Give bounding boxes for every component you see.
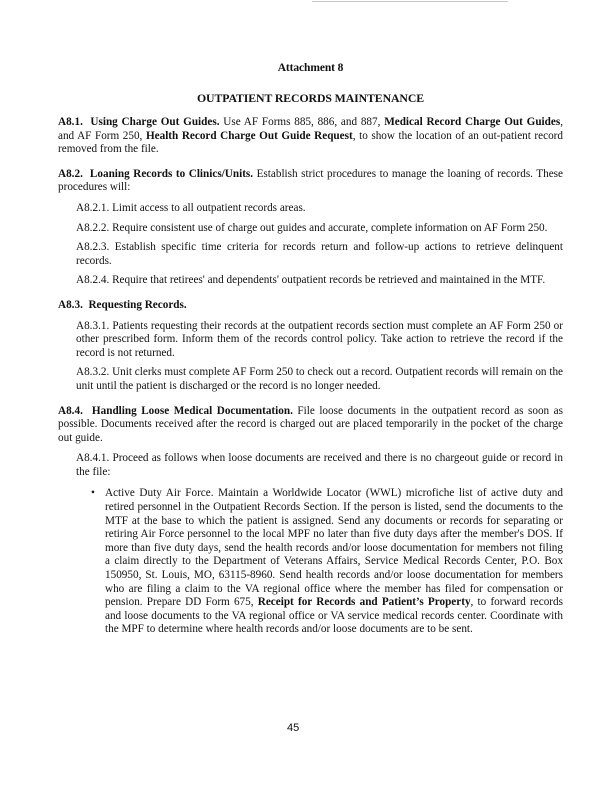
subsection-number: A8.2.2. (76, 221, 110, 234)
section-number: A8.3. (58, 298, 83, 311)
section-text: File loose documents in the outpatient record as soon as possible. Documents received after the record is charged out are placed temporarily in the pocket of the charge out guide. (58, 404, 563, 444)
section-number: A8.1. (58, 116, 83, 128)
subsection-text: Patients requesting their records at the outpatient records section must complete an AF Form 250 or other prescribed form. Inform them of the records control policy. Take action to retrieve the record if the record is not returned. (76, 319, 563, 359)
section-a8-3 (58, 299, 563, 313)
section-text: , to show the location of an out-patient record removed from the file. (58, 129, 563, 156)
subsection-a8-2-1 (76, 202, 563, 216)
subsection-a8-2-4 (76, 274, 563, 288)
subsection-text: Limit access to all outpatient records areas. (109, 201, 306, 214)
bullet-text (105, 487, 563, 637)
subsection-number: A8.4.1. (76, 452, 110, 465)
subsection-a8-2-2 (76, 222, 563, 236)
subsection-a8-4-1 (76, 452, 563, 479)
section-heading: Loaning Records to Clinics/Units. (89, 167, 254, 180)
section-text: , and AF Form 250, (58, 116, 563, 142)
subsection-number: A8.3.1. (76, 319, 110, 332)
document-body (58, 116, 563, 637)
subsection-number: A8.3.2. (76, 366, 110, 379)
subsection-number: A8.2.4. (76, 274, 110, 287)
section-a8-4 (58, 405, 563, 446)
section-a8-1 (58, 116, 563, 157)
page-number: 45 (287, 722, 300, 734)
form-title: Health Record Charge Out Guide Request (145, 129, 353, 142)
section-text: Establish strict procedures to manage the loaning of records. These procedures will: (58, 167, 563, 194)
subsection-text: Require that retirees' and dependents' outpatient records be retrieved and maintained in the MTF. (109, 274, 546, 287)
section-a8-2 (58, 168, 563, 195)
top-rule (312, 1, 508, 2)
bullet-text-part: , to forward records and loose documents to the VA regional office or VA service medical records center. Coordinate with the MPF to determine where health records and/or loose documents are to be sent. (105, 596, 563, 636)
subsection-text: Require consistent use of charge out guides and accurate, complete information on AF Form 250. (109, 221, 548, 234)
section-text: Use AF Forms 885, 886, and 887, (219, 116, 385, 128)
section-heading: Using Charge Out Guides. (90, 116, 220, 128)
section-number: A8.2. (58, 167, 83, 180)
subsection-number: A8.2.3. (76, 241, 110, 254)
subsection-number: A8.2.1. (76, 201, 110, 214)
section-number: A8.4. (58, 404, 83, 417)
bullet-item-active-duty (89, 487, 563, 637)
subsection-a8-3-2 (76, 366, 563, 393)
bullet-text-part: Active Duty Air Force. Maintain a Worldwide Locator (WWL) microfiche list of active duty and retired personnel in the Outpatient Records Section. If the person is listed, send the documents to the MTF at the base to which the patient is assigned. Send any documents or records for separating or retiring Air Force personnel to the local MPF no later than five duty days after the member's DOS. If more than five duty days, send the health records and/or loose documentation for members not filing a claim directly to the Department of Veterans Affairs, Service Medical Records Center, P.O. Box 150950, St. Louis, MO, 63115-8960. Send health records and/or loose documentation for members who are filing a claim to the VA regional office where the member has filed for compensation or pension. Prepare DD Form 675, (105, 487, 563, 609)
subsection-a8-3-1 (76, 320, 563, 361)
form-title: Receipt for Records and Patient’s Property (257, 596, 471, 609)
subsection-text: Establish specific time criteria for records return and follow-up actions to retrieve delinquent records. (76, 241, 563, 267)
subsection-text: Proceed as follows when loose documents are received and there is no chargeout guide or record in the file: (76, 452, 563, 478)
section-heading: Requesting Records. (88, 298, 187, 311)
form-title: Medical Record Charge Out Guides (384, 116, 561, 128)
subsection-text: Unit clerks must complete AF Form 250 to check out a record. Outpatient records will remain on the unit until the patient is discharged or the record is no longer needed. (76, 366, 563, 392)
subsection-a8-2-3 (76, 241, 563, 268)
bullet-icon: • (91, 487, 95, 500)
section-heading: Handling Loose Medical Documentation. (91, 404, 293, 417)
attachment-label: Attachment 8 (277, 62, 344, 74)
document-title: OUTPATIENT RECORDS MAINTENANCE (196, 91, 425, 105)
